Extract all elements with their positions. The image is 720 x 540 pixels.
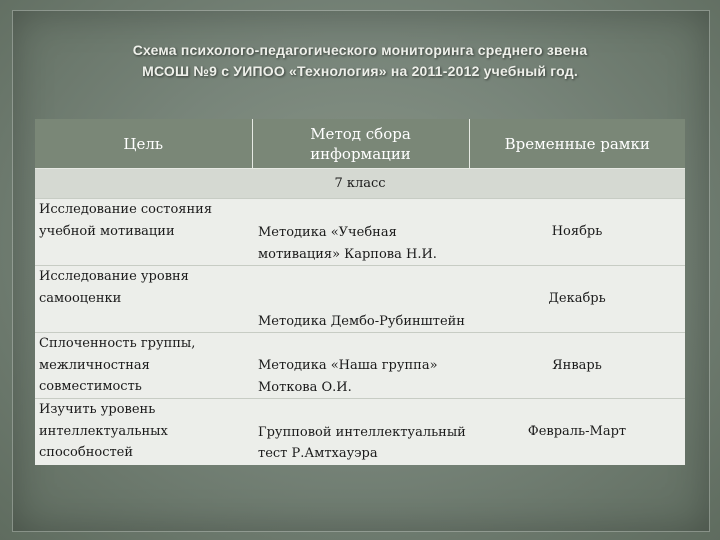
grade-label: 7 класс <box>35 169 685 199</box>
time-cell: Февраль-Март <box>469 399 685 465</box>
header-timeframe: Временные рамки <box>469 119 685 169</box>
goal-cell: Сплоченность группы, межличностная совместимость <box>35 333 252 399</box>
header-method <box>252 119 469 169</box>
method-cell: Методика Дембо-Рубинштейн <box>252 266 469 333</box>
time-cell: Декабрь <box>469 266 685 333</box>
time-cell: Январь <box>469 333 685 399</box>
table-header-row <box>35 119 685 169</box>
goal-cell: Изучить уровень интеллектуальных способностей <box>35 399 252 465</box>
goal-cell: Исследование уровня самооценки <box>35 266 252 333</box>
grade-row <box>35 169 685 199</box>
method-cell: Групповой интеллектуальный тест Р.Амтхауэра <box>252 399 469 465</box>
slide-title <box>60 40 660 82</box>
header-goal: Цель <box>35 119 252 169</box>
method-cell: Методика «Наша группа» Моткова О.И. <box>252 333 469 399</box>
table-row <box>35 333 685 399</box>
goal-cell: Исследование состояния учебной мотивации <box>35 199 252 266</box>
title-line-1: Схема психолого-педагогического мониторинга среднего звена <box>132 42 588 58</box>
table-row <box>35 266 685 333</box>
monitoring-table <box>35 119 685 465</box>
header-method-label: Метод сбора информации <box>310 124 411 163</box>
method-cell: Методика «Учебная мотивация» Карпова Н.И. <box>252 199 469 266</box>
time-cell: Ноябрь <box>469 199 685 266</box>
table-row <box>35 199 685 266</box>
table-row <box>35 399 685 465</box>
title-line-2: МСОШ №9 с УИПОО «Технология» на 2011-2012 учебный год. <box>142 63 578 79</box>
